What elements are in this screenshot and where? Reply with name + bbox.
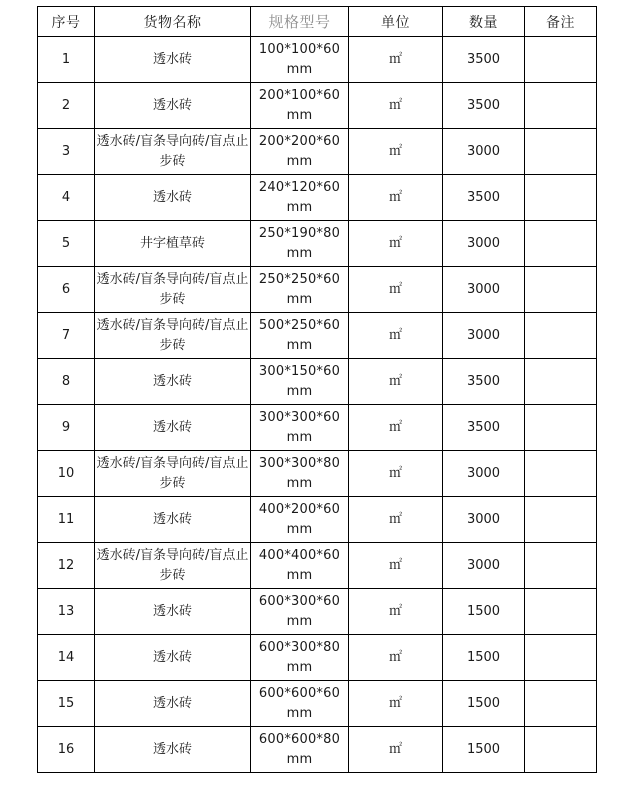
remark	[525, 497, 597, 543]
spec-unit-mm: mm	[286, 337, 313, 353]
goods-name: 透水砖	[95, 405, 251, 451]
spec-unit-mm: mm	[286, 107, 313, 123]
remark	[525, 405, 597, 451]
table-row	[38, 83, 597, 129]
spec-unit-mm: mm	[286, 521, 313, 537]
remark	[525, 681, 597, 727]
header-row	[38, 7, 597, 37]
remark	[525, 129, 597, 175]
spec-model	[251, 543, 349, 589]
goods-name: 透水砖	[95, 727, 251, 773]
quantity: 3000	[443, 221, 525, 267]
spec-model	[251, 405, 349, 451]
table-row	[38, 727, 597, 773]
unit: ㎡	[349, 497, 443, 543]
quantity: 3500	[443, 37, 525, 83]
goods-name: 透水砖	[95, 359, 251, 405]
remark	[525, 37, 597, 83]
remark	[525, 635, 597, 681]
goods-name: 透水砖	[95, 37, 251, 83]
spec-unit-mm: mm	[286, 245, 313, 261]
row-number: 14	[38, 635, 95, 681]
row-number: 1	[38, 37, 95, 83]
row-number: 15	[38, 681, 95, 727]
unit: ㎡	[349, 405, 443, 451]
unit: ㎡	[349, 451, 443, 497]
spec-dimensions: 250*250*60	[258, 271, 341, 287]
spec-model	[251, 635, 349, 681]
spec-dimensions: 600*300*60	[258, 593, 341, 609]
spec-model	[251, 359, 349, 405]
spec-dimensions: 200*100*60	[258, 87, 341, 103]
goods-name: 透水砖/盲条导向砖/盲点止步砖	[95, 313, 251, 359]
quantity: 1500	[443, 681, 525, 727]
table-row	[38, 313, 597, 359]
spec-model	[251, 267, 349, 313]
unit: ㎡	[349, 589, 443, 635]
quantity: 3000	[443, 313, 525, 359]
header-unit: 单位	[349, 7, 443, 37]
remark	[525, 221, 597, 267]
spec-dimensions: 250*190*80	[258, 225, 341, 241]
unit: ㎡	[349, 727, 443, 773]
quantity: 3000	[443, 451, 525, 497]
table-row	[38, 175, 597, 221]
spec-model	[251, 83, 349, 129]
goods-name: 透水砖	[95, 175, 251, 221]
remark	[525, 313, 597, 359]
row-number: 6	[38, 267, 95, 313]
goods-name: 透水砖/盲条导向砖/盲点止步砖	[95, 543, 251, 589]
spec-model	[251, 727, 349, 773]
remark	[525, 267, 597, 313]
goods-name: 井字植草砖	[95, 221, 251, 267]
row-number: 11	[38, 497, 95, 543]
quantity: 3000	[443, 543, 525, 589]
row-number: 9	[38, 405, 95, 451]
quantity: 1500	[443, 635, 525, 681]
spec-dimensions: 500*250*60	[258, 317, 341, 333]
spec-unit-mm: mm	[286, 475, 313, 491]
remark	[525, 83, 597, 129]
table-row	[38, 267, 597, 313]
spec-dimensions: 600*300*80	[258, 639, 341, 655]
table-row	[38, 543, 597, 589]
quantity: 3000	[443, 129, 525, 175]
quantity: 3500	[443, 359, 525, 405]
spec-model	[251, 589, 349, 635]
remark	[525, 175, 597, 221]
spec-model	[251, 681, 349, 727]
spec-unit-mm: mm	[286, 429, 313, 445]
table-row	[38, 405, 597, 451]
header-note: 备注	[525, 7, 597, 37]
spec-unit-mm: mm	[286, 153, 313, 169]
spec-unit-mm: mm	[286, 567, 313, 583]
spec-model	[251, 313, 349, 359]
row-number: 12	[38, 543, 95, 589]
spec-dimensions: 400*400*60	[258, 547, 341, 563]
row-number: 4	[38, 175, 95, 221]
spec-dimensions: 300*150*60	[258, 363, 341, 379]
goods-name: 透水砖	[95, 681, 251, 727]
spec-unit-mm: mm	[286, 613, 313, 629]
row-number: 10	[38, 451, 95, 497]
goods-name: 透水砖/盲条导向砖/盲点止步砖	[95, 129, 251, 175]
spec-model	[251, 221, 349, 267]
quantity: 3500	[443, 83, 525, 129]
spec-dimensions: 300*300*80	[258, 455, 341, 471]
unit: ㎡	[349, 175, 443, 221]
table-row	[38, 221, 597, 267]
quantity: 3500	[443, 405, 525, 451]
table-row	[38, 37, 597, 83]
header-no: 序号	[38, 7, 95, 37]
unit: ㎡	[349, 359, 443, 405]
quantity: 3500	[443, 175, 525, 221]
unit: ㎡	[349, 37, 443, 83]
spec-dimensions: 200*200*60	[258, 133, 341, 149]
header-name: 货物名称	[95, 7, 251, 37]
table-body	[38, 37, 597, 773]
table-row	[38, 451, 597, 497]
spec-model	[251, 129, 349, 175]
quantity: 3000	[443, 267, 525, 313]
spec-model	[251, 175, 349, 221]
spec-dimensions: 400*200*60	[258, 501, 341, 517]
row-number: 5	[38, 221, 95, 267]
table-row	[38, 359, 597, 405]
spec-dimensions: 300*300*60	[258, 409, 341, 425]
goods-name: 透水砖	[95, 497, 251, 543]
spec-model	[251, 497, 349, 543]
remark	[525, 727, 597, 773]
spec-dimensions: 600*600*80	[258, 731, 341, 747]
unit: ㎡	[349, 635, 443, 681]
remark	[525, 589, 597, 635]
row-number: 7	[38, 313, 95, 359]
unit: ㎡	[349, 221, 443, 267]
spec-dimensions: 240*120*60	[258, 179, 341, 195]
row-number: 3	[38, 129, 95, 175]
remark	[525, 543, 597, 589]
spec-unit-mm: mm	[286, 705, 313, 721]
spec-unit-mm: mm	[286, 61, 313, 77]
table-row	[38, 497, 597, 543]
table-row	[38, 589, 597, 635]
spec-model	[251, 451, 349, 497]
unit: ㎡	[349, 543, 443, 589]
unit: ㎡	[349, 267, 443, 313]
goods-name: 透水砖/盲条导向砖/盲点止步砖	[95, 267, 251, 313]
table-row	[38, 681, 597, 727]
goods-name: 透水砖/盲条导向砖/盲点止步砖	[95, 451, 251, 497]
row-number: 8	[38, 359, 95, 405]
unit: ㎡	[349, 129, 443, 175]
goods-name: 透水砖	[95, 589, 251, 635]
row-number: 16	[38, 727, 95, 773]
goods-name: 透水砖	[95, 635, 251, 681]
table-row	[38, 635, 597, 681]
header-spec: 规格型号	[251, 7, 349, 37]
spec-dimensions: 100*100*60	[258, 41, 341, 57]
remark	[525, 451, 597, 497]
header-qty: 数量	[443, 7, 525, 37]
goods-name: 透水砖	[95, 83, 251, 129]
quantity: 3000	[443, 497, 525, 543]
goods-table	[37, 6, 597, 773]
quantity: 1500	[443, 589, 525, 635]
spec-unit-mm: mm	[286, 291, 313, 307]
row-number: 2	[38, 83, 95, 129]
row-number: 13	[38, 589, 95, 635]
remark	[525, 359, 597, 405]
unit: ㎡	[349, 681, 443, 727]
unit: ㎡	[349, 83, 443, 129]
table-row	[38, 129, 597, 175]
spec-unit-mm: mm	[286, 383, 313, 399]
spec-dimensions: 600*600*60	[258, 685, 341, 701]
spec-model	[251, 37, 349, 83]
unit: ㎡	[349, 313, 443, 359]
quantity: 1500	[443, 727, 525, 773]
spec-unit-mm: mm	[286, 751, 313, 767]
spec-unit-mm: mm	[286, 659, 313, 675]
spec-unit-mm: mm	[286, 199, 313, 215]
